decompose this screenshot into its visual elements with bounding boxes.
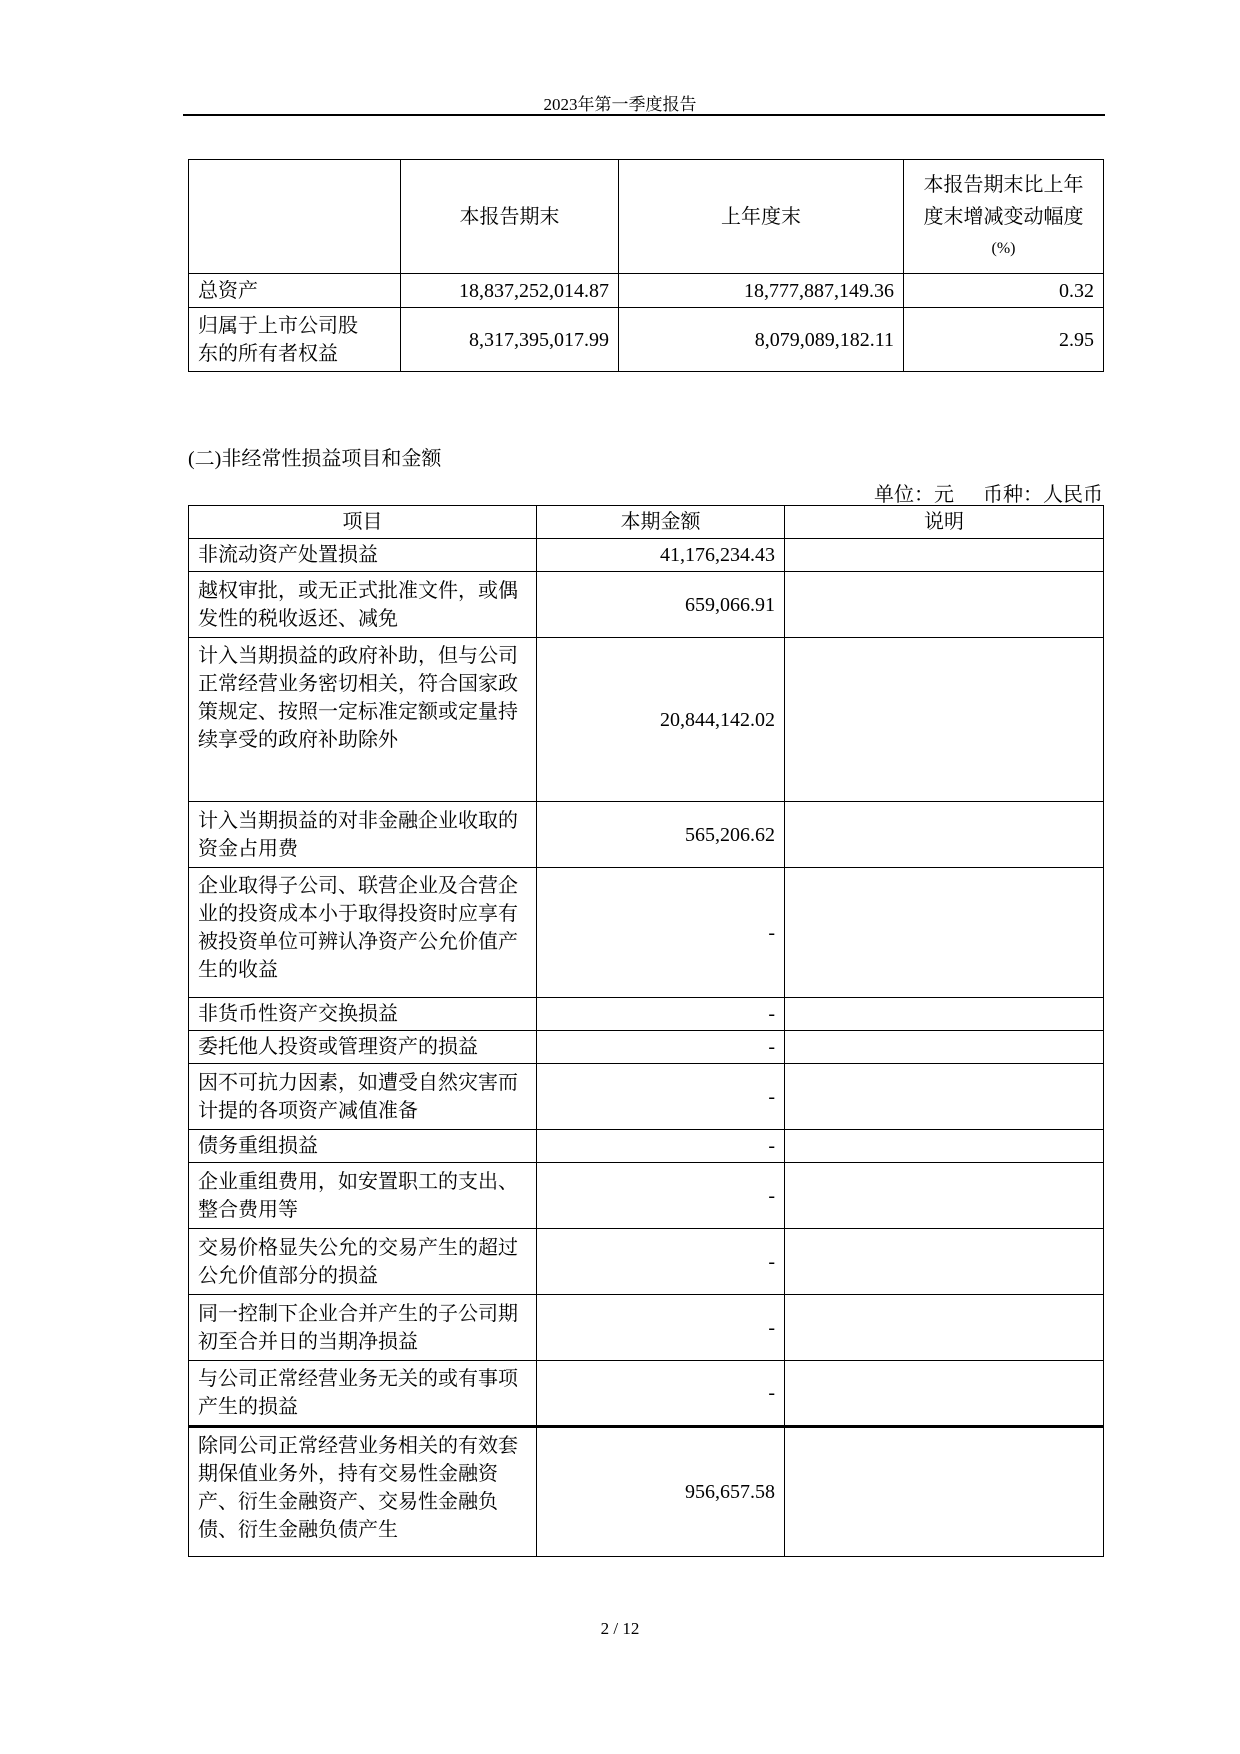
amount-cell: - — [537, 868, 785, 998]
row-previous-value: 8,079,089,182.11 — [619, 308, 904, 372]
table-row — [189, 638, 1104, 802]
amount-cell: 20,844,142.02 — [537, 638, 785, 802]
note-cell — [785, 1130, 1104, 1163]
amount-cell: - — [537, 1163, 785, 1229]
table-row — [189, 1163, 1104, 1229]
table-row — [189, 1295, 1104, 1361]
note-cell — [785, 802, 1104, 868]
row-label-line: 归属于上市公司股 — [198, 314, 358, 337]
note-cell — [785, 572, 1104, 638]
amount-cell: - — [537, 1295, 785, 1361]
amount-cell: 41,176,234.43 — [537, 539, 785, 572]
item-cell: 除同公司正常经营业务相关的有效套期保值业务外，持有交易性金融资产、衍生金融资产、交易性金融负债、衍生金融负债产生 — [189, 1427, 537, 1557]
table-row — [189, 274, 1104, 308]
item-cell: 因不可抗力因素，如遭受自然灾害而计提的各项资产减值准备 — [189, 1064, 537, 1130]
report-header-title: 2023年第一季度报告 — [543, 95, 697, 114]
table-row — [189, 572, 1104, 638]
row-current-value: 18,837,252,014.87 — [401, 274, 619, 308]
amount-cell: 956,657.58 — [537, 1427, 785, 1557]
row-label: 总资产 — [189, 274, 401, 308]
item-cell: 与公司正常经营业务无关的或有事项产生的损益 — [189, 1361, 537, 1427]
header-cell-item: 项目 — [189, 506, 537, 539]
page-number: 2 / 12 — [600, 1619, 640, 1638]
currency-label: 币种：人民币 — [983, 484, 1103, 506]
item-cell: 计入当期损益的对非金融企业收取的资金占用费 — [189, 802, 537, 868]
amount-cell: - — [537, 1229, 785, 1295]
amount-cell: - — [537, 1130, 785, 1163]
table-row — [189, 1031, 1104, 1064]
item-cell: 企业重组费用，如安置职工的支出、整合费用等 — [189, 1163, 537, 1229]
balance-summary-table — [188, 159, 1104, 372]
item-cell: 非流动资产处置损益 — [189, 539, 537, 572]
item-cell: 同一控制下企业合并产生的子公司期初至合并日的当期净损益 — [189, 1295, 537, 1361]
item-cell: 债务重组损益 — [189, 1130, 537, 1163]
amount-cell: - — [537, 1064, 785, 1130]
header-cell-empty — [189, 160, 401, 274]
non-recurring-items-table — [188, 505, 1104, 1557]
row-current-value: 8,317,395,017.99 — [401, 308, 619, 372]
table-row — [189, 868, 1104, 998]
note-cell — [785, 638, 1104, 802]
row-change-value: 2.95 — [904, 308, 1104, 372]
item-cell: 企业取得子公司、联营企业及合营企业的投资成本小于取得投资时应享有被投资单位可辨认净资产公允价值产生的收益 — [189, 868, 537, 998]
amount-cell: - — [537, 1361, 785, 1427]
note-cell — [785, 1031, 1104, 1064]
note-cell — [785, 1427, 1104, 1557]
note-cell — [785, 868, 1104, 998]
note-cell — [785, 1361, 1104, 1427]
table-row — [189, 1064, 1104, 1130]
item-cell: 非货币性资产交换损益 — [189, 998, 537, 1031]
row-label — [189, 308, 401, 372]
note-cell — [785, 1064, 1104, 1130]
header-divider — [183, 114, 1105, 116]
table-row — [189, 998, 1104, 1031]
unit-label: 单位：元 — [874, 484, 954, 506]
item-cell: 委托他人投资或管理资产的损益 — [189, 1031, 537, 1064]
section-title: (二)非经常性损益项目和金额 — [188, 448, 442, 470]
table-row — [189, 1361, 1104, 1427]
header-cell-prior-year-end: 上年度末 — [619, 160, 904, 274]
table-row — [189, 1229, 1104, 1295]
item-cell: 计入当期损益的政府补助，但与公司正常经营业务密切相关，符合国家政策规定、按照一定标准定额或定量持续享受的政府补助除外 — [189, 638, 537, 802]
table-row — [189, 1427, 1104, 1557]
header-line: 度末增减变动幅度 — [923, 205, 1084, 228]
table-header-row — [189, 506, 1104, 539]
amount-cell: 659,066.91 — [537, 572, 785, 638]
header-cell-change-pct — [904, 160, 1104, 274]
header-cell-current-period-end: 本报告期末 — [401, 160, 619, 274]
note-cell — [785, 998, 1104, 1031]
table-header-row — [189, 160, 1104, 274]
row-previous-value: 18,777,887,149.36 — [619, 274, 904, 308]
table-row — [189, 802, 1104, 868]
header-cell-note: 说明 — [785, 506, 1104, 539]
amount-cell: - — [537, 998, 785, 1031]
table-row — [189, 1130, 1104, 1163]
header-cell-amount: 本期金额 — [537, 506, 785, 539]
item-cell: 越权审批，或无正式批准文件，或偶发性的税收返还、减免 — [189, 572, 537, 638]
item-cell: 交易价格显失公允的交易产生的超过公允价值部分的损益 — [189, 1229, 537, 1295]
header-line: (%) — [991, 239, 1016, 257]
note-cell — [785, 1163, 1104, 1229]
header-line: 本报告期末比上年 — [923, 173, 1084, 196]
note-cell — [785, 539, 1104, 572]
row-change-value: 0.32 — [904, 274, 1104, 308]
note-cell — [785, 1229, 1104, 1295]
note-cell — [785, 1295, 1104, 1361]
table-row — [189, 308, 1104, 372]
amount-cell: - — [537, 1031, 785, 1064]
table-row — [189, 539, 1104, 572]
row-label-line: 东的所有者权益 — [198, 342, 338, 365]
unit-currency-line — [868, 478, 1103, 507]
amount-cell: 565,206.62 — [537, 802, 785, 868]
